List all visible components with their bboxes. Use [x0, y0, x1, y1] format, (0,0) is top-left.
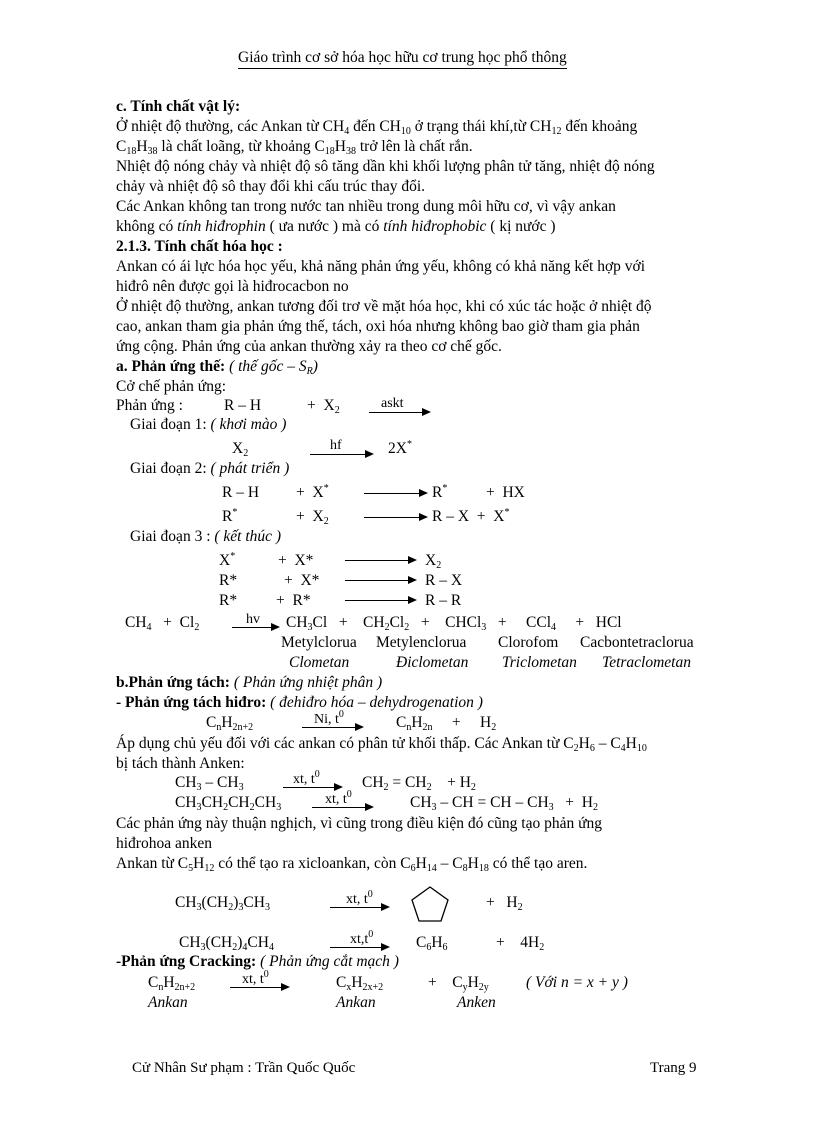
compound-iupac: Điclometan: [396, 654, 469, 671]
formula: $C_xH_{2x+2}$: [336, 974, 384, 993]
paragraph-line: Áp dụng chủ yếu đối với các ankan có phân tử khối thấp. Các Ankan từ $C_2H_6 - C_4H_{10}$: [116, 735, 647, 754]
section-b-title: b.Phản ứng tách: ( Phản ứng nhiệt phân ): [116, 674, 383, 691]
paragraph-line: Ở nhiệt độ thường, các Ankan từ $CH_4$ đến $CH_{10}$ ở trạng thái khí,từ $CH_{12}$ đến khoảng: [116, 118, 638, 137]
paragraph-line: Các phản ứng này thuận nghịch, vì cũng trong điều kiện đó cũng tạo phản ứng: [116, 815, 603, 832]
physical-properties-section: [116, 97, 746, 397]
ankan-label: Ankan: [148, 994, 188, 1011]
paragraph-line: cao, ankan tham gia phản ứng thế, tách, oxi hóa nhưng không bao giờ tham gia phản: [116, 318, 640, 335]
reaction-label: Phản ứng :: [116, 397, 183, 414]
formula: + HX: [486, 484, 525, 501]
formula: R – X + X*: [432, 507, 510, 525]
paragraph-line: Nhiệt độ nóng chảy và nhiệt độ sô tăng dần khi khối lượng phân tử tăng, nhiệt độ nóng: [116, 158, 655, 175]
stage-2-label: Giai đoạn 2: ( phát triển ): [130, 460, 290, 477]
reaction-arrow: [345, 600, 415, 601]
paragraph-line: ứng cộng. Phản ứng của ankan thường xảy ra theo cơ chế gốc.: [116, 338, 502, 355]
reaction-arrow: [283, 787, 341, 788]
formula: $CH_3$ – CH = CH – $CH_3 + H_2$: [410, 794, 598, 813]
formula: + X*: [296, 483, 329, 501]
formula: + $4H_2$: [496, 934, 545, 953]
arrow-condition: $xt,t^0$: [350, 929, 374, 947]
formula: R – H: [222, 484, 260, 501]
compound-name: Clorofom: [498, 634, 559, 651]
reversible-text: [116, 814, 746, 874]
formula: R*: [432, 483, 448, 501]
arrow-condition: xt, $t^0$: [325, 789, 352, 807]
paragraph-line: Ankan từ $C_5H_{12}$ có thể tạo ra xicloankan, còn $C_6H_{14} - C_8H_{18}$ có thể tạo aren.: [116, 855, 588, 874]
formula: $CH_4 + Cl_2$: [125, 614, 200, 633]
formula: R – R: [425, 592, 462, 609]
formula: + $X_2$: [296, 508, 329, 527]
paragraph-line: Các Ankan không tan trong nước tan nhiều trong dung môi hữu cơ, vì vậy ankan: [116, 198, 616, 215]
formula: $C_6H_6$: [416, 934, 448, 953]
compound-iupac: Triclometan: [502, 654, 577, 671]
stage-1-label: Giai đoạn 1: ( khơi mào ): [130, 416, 287, 433]
arrow-condition: hf: [330, 438, 342, 453]
formula: R*: [219, 592, 238, 609]
arrow-condition: Ni, $t^0$: [314, 709, 344, 727]
compound-name: Cacbontetraclorua: [580, 634, 694, 651]
paragraph-line: hiđrô nên được gọi là hiđrocacbon no: [116, 278, 349, 295]
paragraph-line: Ở nhiệt độ thường, ankan tương đối trơ về mặt hóa học, khi có xúc tác hoặc ở nhiệt độ: [116, 298, 652, 315]
formula: R – X: [425, 572, 463, 589]
section-c-title: c. Tính chất vật lý:: [116, 98, 241, 115]
paragraph-line: Ankan có ái lực hóa học yếu, khả năng phản ứng yếu, không có khả năng kết hợp với: [116, 258, 646, 275]
formula: R*: [222, 507, 238, 525]
section-a-title: a. Phản ứng thế: ( thế gốc – $S_R$): [116, 358, 318, 377]
reaction-arrow: [232, 627, 278, 628]
formula: $C_nH_{2n}$ + $H_2$: [396, 714, 497, 733]
reaction-arrow: [345, 560, 415, 561]
formula: + X*: [278, 552, 314, 569]
reaction-arrow: [369, 412, 429, 413]
formula: + $X_2$: [307, 397, 340, 416]
paragraph-line: $C_{18}H_{38}$ là chất loãng, từ khoảng $C_{18}H_{38}$ trở lên là chất rắn.: [116, 138, 473, 157]
compound-name: Metylclorua: [281, 634, 357, 651]
formula: $CH_3(CH_2)_4CH_4$: [179, 934, 274, 953]
paragraph-line: bị tách thành Anken:: [116, 755, 245, 772]
compound-iupac: Clometan: [289, 654, 350, 671]
formula: $CH_3Cl$ + $CH_2Cl_2$ + CHCl$_3$ + CCl$_4$ + HCl: [286, 614, 622, 633]
compound-iupac: Tetraclometan: [602, 654, 691, 671]
formula: + $H_2$: [486, 894, 523, 913]
cracking-title: -Phản ứng Cracking: ( Phản ứng cắt mạch ): [116, 953, 399, 970]
paragraph-line: chảy và nhiệt độ sô thay đổi khi cấu trúc thay đổi.: [116, 178, 426, 195]
reaction-arrow: [302, 727, 362, 728]
formula: X*: [219, 551, 236, 569]
footer-author: Cử Nhân Sư phạm : Trần Quốc Quốc: [132, 1060, 356, 1076]
reaction-arrow: [310, 454, 372, 455]
formula: $CH_2 = CH_2$ + $H_2$: [362, 774, 476, 793]
reaction-arrow: [364, 493, 426, 494]
reaction-arrow: [330, 907, 388, 908]
compound-name: Metylenclorua: [376, 634, 467, 651]
formula: $C_nH_{2n+2}$: [148, 974, 196, 993]
arrow-condition: xt, $t^0$: [293, 769, 320, 787]
stage-3-label: Giai đoạn 3 : ( kết thúc ): [130, 528, 282, 545]
formula: $CH_3CH_2CH_2CH_3$: [175, 794, 282, 813]
formula: $C_nH_{2n+2}$: [206, 714, 254, 733]
arrow-condition: xt, $t^0$: [346, 889, 373, 907]
dehydrogenation-text: [116, 734, 746, 774]
formula: $CH_3(CH_2)_3CH_3$: [175, 894, 270, 913]
arrow-condition: askt: [381, 396, 404, 411]
formula: $X_2$: [232, 440, 249, 459]
reaction-arrow: [312, 807, 372, 808]
page-header: Giáo trình cơ sở hóa học hữu cơ trung học phổ thông: [238, 49, 567, 69]
paragraph-line: không có tính hiđrophin ( ưa nước ) mà có tính hiđrophobic ( kị nước ): [116, 218, 556, 235]
reaction-arrow: [230, 987, 288, 988]
section-b1-title: - Phản ứng tách hiđro: ( đehiđro hóa – dehydrogenation ): [116, 694, 483, 711]
formula: R*: [219, 572, 238, 589]
anken-label: Anken: [457, 994, 496, 1011]
formula: + R*: [276, 592, 311, 609]
paragraph-line: hiđrohoa anken: [116, 835, 212, 852]
arrow-condition: hv: [246, 612, 260, 627]
reaction-arrow: [364, 517, 426, 518]
mechanism-label: Cở chế phản ứng:: [116, 378, 227, 395]
reaction-arrow: [345, 580, 415, 581]
formula: 2X*: [388, 439, 412, 457]
cracking-note: ( Với n = x + y ): [526, 974, 628, 991]
formula: $CH_3 - CH_3$: [175, 774, 244, 793]
reaction-arrow: [330, 947, 388, 948]
page-number: Trang 9: [650, 1060, 697, 1076]
formula: + $C_yH_{2y}$: [428, 974, 489, 993]
ankan-label: Ankan: [336, 994, 376, 1011]
section-213-title: 2.1.3. Tính chất hóa học :: [116, 238, 283, 255]
arrow-condition: xt, $t^0$: [242, 969, 269, 987]
formula: + X*: [284, 572, 320, 589]
formula: R – H: [224, 397, 262, 414]
cyclopentane-ring: [409, 884, 451, 924]
formula: $X_2$: [425, 552, 442, 571]
